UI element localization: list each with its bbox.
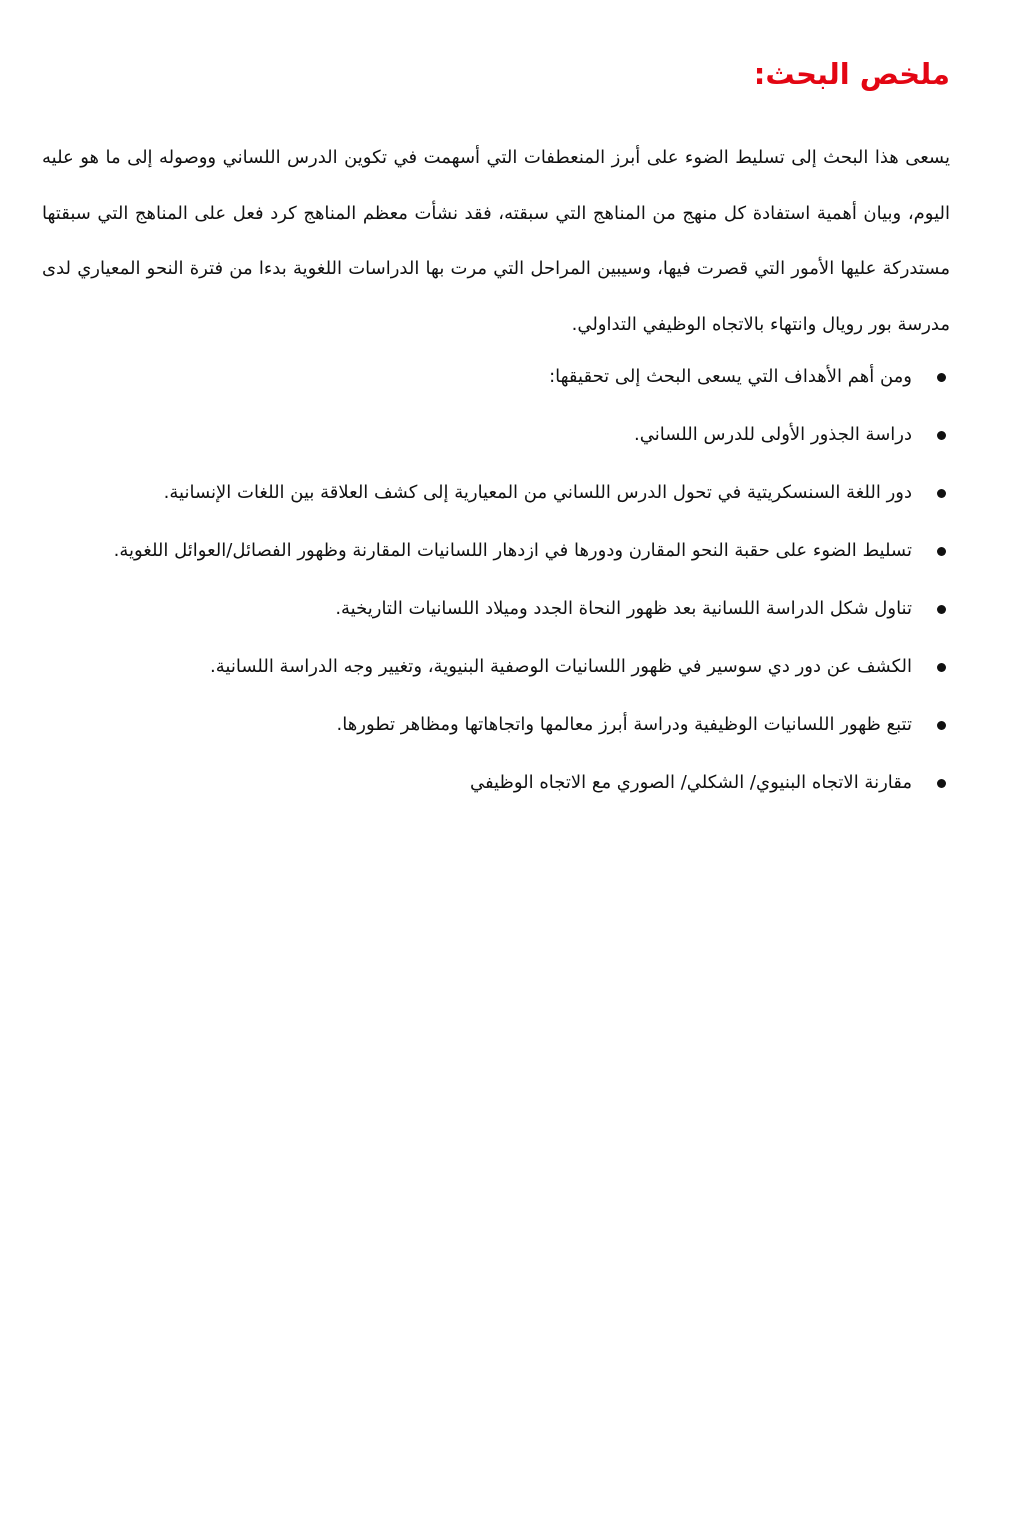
objective-text: دراسة الجذور الأولى للدرس اللساني.	[634, 424, 912, 445]
objective-item	[42, 638, 950, 696]
objective-text: ومن أهم الأهداف التي يسعى البحث إلى تحقيقها:	[549, 366, 912, 387]
bullet-icon	[937, 431, 946, 440]
abstract-title: ملخص البحث:	[753, 57, 950, 91]
objective-text: تتبع ظهور اللسانيات الوظيفية ودراسة أبرز معالمها واتجاهاتها ومظاهر تطورها.	[336, 714, 912, 735]
bullet-icon	[937, 721, 946, 730]
bullet-icon	[937, 373, 946, 382]
objective-item	[42, 348, 950, 406]
objectives-list	[42, 348, 950, 812]
bullet-icon	[937, 779, 946, 788]
objective-text: تناول شكل الدراسة اللسانية بعد ظهور النحاة الجدد وميلاد اللسانيات التاريخية.	[335, 598, 912, 619]
objective-text: تسليط الضوء على حقبة النحو المقارن ودورها في ازدهار اللسانيات المقارنة وظهور الفصائل/العوائل اللغوية.	[113, 540, 912, 561]
objective-item	[42, 754, 950, 812]
objective-text: الكشف عن دور دي سوسير في ظهور اللسانيات الوصفية البنيوية، وتغيير وجه الدراسة اللسانية.	[210, 656, 912, 677]
abstract-paragraph: يسعى هذا البحث إلى تسليط الضوء على أبرز المنعطفات التي أسهمت في تكوين الدرس اللساني ووصوله إلى ما هو عليه اليوم، وبيان أهمية استفادة كل منهج من المناهج التي سبقته، فقد نشأت معظم المناهج كرد فعل على المناهج التي سبقتها مستدركة عليها الأمور التي قصرت فيها، وسيبين المراحل التي مرت بها الدراسات اللغوية بدءا من فترة النحو المعياري لدى مدرسة بور رويال وانتهاء بالاتجاه الوظيفي التداولي.	[42, 147, 950, 335]
objective-item	[42, 696, 950, 754]
objective-item	[42, 580, 950, 638]
bullet-icon	[937, 489, 946, 498]
bullet-icon	[937, 605, 946, 614]
objective-text: دور اللغة السنسكريتية في تحول الدرس اللساني من المعيارية إلى كشف العلاقة بين اللغات الإنسانية.	[163, 482, 912, 503]
bullet-icon	[937, 547, 946, 556]
bullet-icon	[937, 663, 946, 672]
objective-item	[42, 464, 950, 522]
objective-item	[42, 522, 950, 580]
objective-text: مقارنة الاتجاه البنيوي/ الشكلي/ الصوري مع الاتجاه الوظيفي	[469, 772, 912, 793]
objective-item	[42, 406, 950, 464]
